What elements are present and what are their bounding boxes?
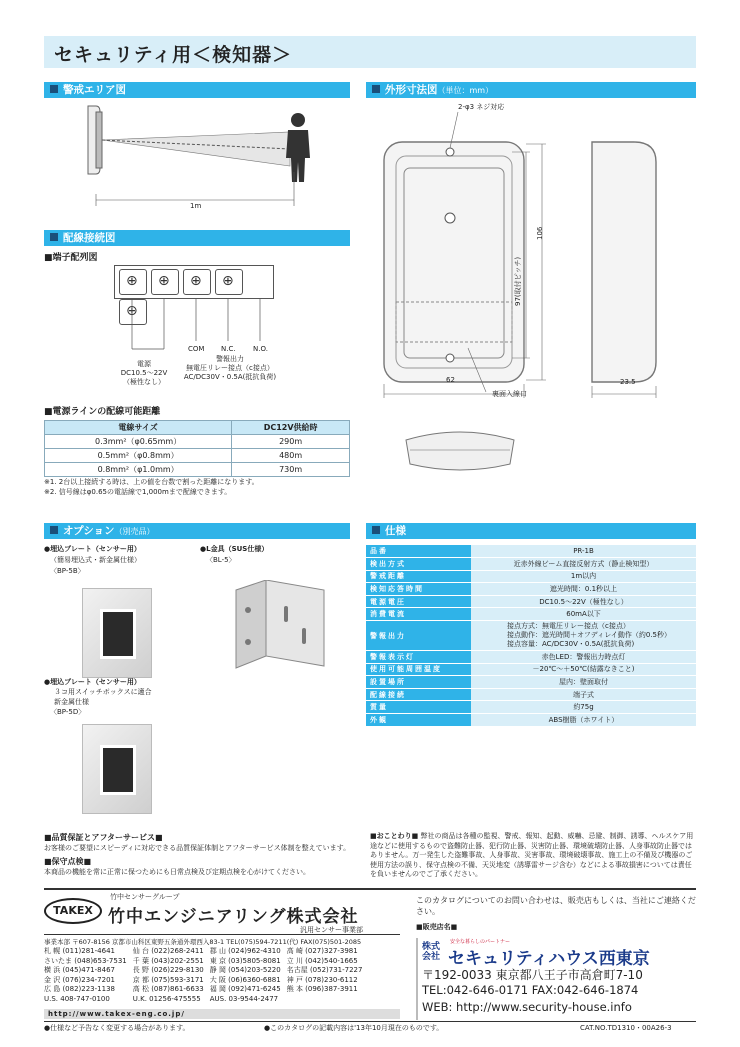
dealer-web[interactable]: WEB: http://www.security-house.info: [422, 1000, 632, 1014]
table-cell: 0.8mm²（φ1.0mm）: [45, 463, 232, 477]
power-desc: 電源 DC10.5～22V （極性なし）: [120, 360, 168, 386]
dealer-name: セキュリティハウス西東京: [448, 949, 650, 969]
catalog-number: CAT.NO.TD1310・00A26-3: [580, 1024, 672, 1032]
bl5-title: ●L金具（SUS仕様）: [200, 545, 269, 553]
table-row: 質量 約75g: [366, 701, 696, 714]
dealer-label: ■販売店名■: [416, 923, 458, 931]
table-row: 消費電流 60mA以下: [366, 608, 696, 621]
bp5b-image: [82, 588, 152, 678]
table-row: 警報出力 接点方式：無電圧リレー接点（c接点） 接点動作：遮光時間＋オフディレイ動作（約0.5秒） 接点容量：AC/DC30V・0.5A(抵抗負荷): [366, 621, 696, 651]
pitch-label: 97(取付ピッチ): [514, 256, 522, 306]
width-label: 62: [446, 376, 455, 384]
bp5d-desc2: 新金属仕様: [54, 698, 89, 706]
table-cell: 0.5mm²（φ0.8mm）: [45, 449, 232, 463]
depth-label: 23.5: [620, 378, 636, 386]
bl5-model: 〈BL-5〉: [206, 556, 236, 564]
spec-table: [366, 545, 696, 727]
dealer-address: 〒192-0033 東京都八王子市高倉町7-10: [422, 968, 643, 982]
divider: [44, 1021, 696, 1022]
company-name: 竹中エンジニアリング株式会社: [108, 907, 359, 927]
bl5-image: [232, 580, 328, 672]
group-name: 竹中センサーグループ: [110, 893, 180, 901]
dealer-tel: TEL:042-646-0171 FAX:042-646-1874: [422, 983, 639, 997]
table-row: 配線接続 端子式: [366, 688, 696, 701]
bp5d-model: 〈BP-5D〉: [50, 708, 86, 716]
divider: [44, 888, 696, 890]
table-row: 使用可能周囲温度 －20℃～＋50℃(結露なきこと): [366, 663, 696, 676]
branch-table: 札 幌 (011)281-4641 仙 台 (022)268-2411 郡 山 (024)962-4310 高 崎 (027)327-3981 さいたま (048)653-7531 千 葉 (043)202-2551 東 京 (03)5805-8081 立 川 (042)540-1665 横 浜 (045)471-8467 長 野 (026)229-8130 静 岡 (054)203-5220 名古屋 (052)731-7227 金 沢 (076)234-7201 京 都 (075)593-3171 大 阪 (06)6360-6881 神 戸 (078)230-6112 広 島 (082)223-1138 高 松 (087)861-6633 福 岡 (092)471-6245 熊 本 (096)387-3911 U.S. 408-747-0100 U.K. 01256-475555 AUS. 03-9544-2477: [44, 947, 363, 1003]
division: 汎用センサー事業部: [300, 926, 363, 934]
table-cell: 730m: [232, 463, 350, 477]
terminal-3: [183, 269, 211, 295]
alarm-desc: 警報出力 無電圧リレー接点（c接点） AC/DC30V・0.5A(抵抗負荷): [183, 355, 277, 381]
notice-block: ■おことわり■ 弊社の商品は各種の監視、警戒、報知、起動、威嚇、忌避、制御、誘導、ヘルスケア用途などに使用するもので盗難防止器、犯行防止器、災害防止器、環境破壊防止器、人身事故防止器ではありません。万一発生した盗難事故、人身事故、災害事故、環境破壊事故、施工上の不備及び機器のご使用方法の誤り、保守点検の不備、天災地変（誘導雷サージ含む）などによる事故損害については責任を負いませんのでご了承ください。: [370, 832, 694, 878]
section-header-options: オプション（別売品）: [44, 523, 350, 539]
bp5d-title: ●埋込プレート（センサー用）: [44, 678, 141, 686]
table-header: DC12V供給時: [232, 421, 350, 435]
nc-label: N.C.: [221, 345, 236, 353]
table-row: 警戒距離 1m以内: [366, 570, 696, 583]
square-icon: [50, 85, 58, 93]
dealer-tagline: 安全な暮らしのパートナー: [450, 939, 511, 945]
distance-title: ■電源ラインの配線可能距離: [44, 407, 161, 417]
table-row: 外観 ABS樹脂（ホワイト）: [366, 714, 696, 727]
company-url[interactable]: http://www.takex-eng.co.jp/: [44, 1009, 400, 1019]
table-cell: 0.3mm²（φ0.65mm）: [45, 435, 232, 449]
bp5d-desc1: ３コ用スイッチボックスに適合: [54, 688, 152, 696]
dimension-drawing: [366, 102, 696, 402]
square-icon: [50, 526, 58, 534]
page-title: セキュリティ用＜検知器＞: [54, 44, 293, 66]
screw-label: 2-φ3 ネジ対応: [458, 103, 505, 111]
table-row: 警報表示灯 赤色LED：警報出力時点灯: [366, 651, 696, 664]
footer-note-2: ●このカタログの記載内容は'13年10月現在のものです。: [264, 1024, 444, 1032]
com-label: COM: [188, 345, 205, 353]
hq-address: 事業本部 〒607-8156 京都市山科区東野五条通外環西入83-1 TEL(075)594-7211(代) FAX(075)501-2085: [44, 938, 362, 946]
section-header-wiring: 配線接続図: [44, 230, 350, 246]
note-2: ※2. 信号線はφ0.65の電話線で1,000mまで配線できます。: [44, 488, 232, 496]
catalog-note: このカタログについてのお問い合わせは、販売店もしくは、当社にご連絡ください。: [416, 896, 696, 916]
bp5b-model: 〈BP-5B〉: [50, 567, 85, 575]
square-icon: [372, 85, 380, 93]
terminal-4: [215, 269, 243, 295]
table-row: 電源電圧 DC10.5～22V（極性なし）: [366, 595, 696, 608]
note-1: ※1. 2台以上接続する時は、上の値を台数で割った距離になります。: [44, 478, 259, 486]
table-row: 検出方式 近赤外線ビーム直接反射方式（静止検知型）: [366, 558, 696, 571]
page-title-bar: [44, 36, 696, 68]
square-icon: [50, 233, 58, 241]
height-label: 106: [536, 226, 544, 240]
quality-block: ■品質保証とアフターサービス■ お客様のご要望にスピーディに対応できる品質保証体制とアフターサービス体制を整えています。 ■保守点検■ 本商品の機能を常に正常に保つためにも日常点検及び定期点検を心がけてください。: [44, 833, 351, 876]
bp5b-desc: （簡易埋込式・新金属仕様）: [50, 556, 141, 564]
terminal-title: ■端子配列図: [44, 253, 98, 263]
dealer-kaisha: 株式会社: [422, 942, 441, 962]
table-cell: 480m: [232, 449, 350, 463]
terminal-block: [114, 265, 274, 299]
table-cell: 290m: [232, 435, 350, 449]
distance-label: 1m: [190, 202, 202, 210]
bp5d-image: [82, 724, 152, 814]
no-label: N.O.: [253, 345, 268, 353]
section-header-spec: 仕様: [366, 523, 696, 539]
divider: [44, 934, 400, 935]
table-header: 電線サイズ: [45, 421, 232, 435]
footer-note-1: ●仕様など予告なく変更する場合があります。: [44, 1024, 190, 1032]
table-row: 設置場所 屋内：壁面取付: [366, 676, 696, 689]
table-row: 品番 PR-1B: [366, 545, 696, 558]
terminal-1: [119, 269, 147, 295]
rear-entry-label: 裏面入線口: [492, 390, 527, 398]
table-row: 検知応答時間 遮光時間：0.1秒以上: [366, 583, 696, 596]
terminal-2: [151, 269, 179, 295]
section-header-dims: 外形寸法図（単位：mm）: [366, 82, 696, 98]
dealer-box: [416, 938, 696, 1020]
takex-logo: TAKEX: [44, 898, 102, 924]
wiring-distance-table: [44, 420, 350, 477]
side-view-drawing: [400, 420, 520, 478]
person-icon: [291, 113, 305, 127]
section-header-area: 警戒エリア図: [44, 82, 350, 98]
square-icon: [372, 526, 380, 534]
bp5b-title: ●埋込プレート（センサー用）: [44, 545, 141, 553]
